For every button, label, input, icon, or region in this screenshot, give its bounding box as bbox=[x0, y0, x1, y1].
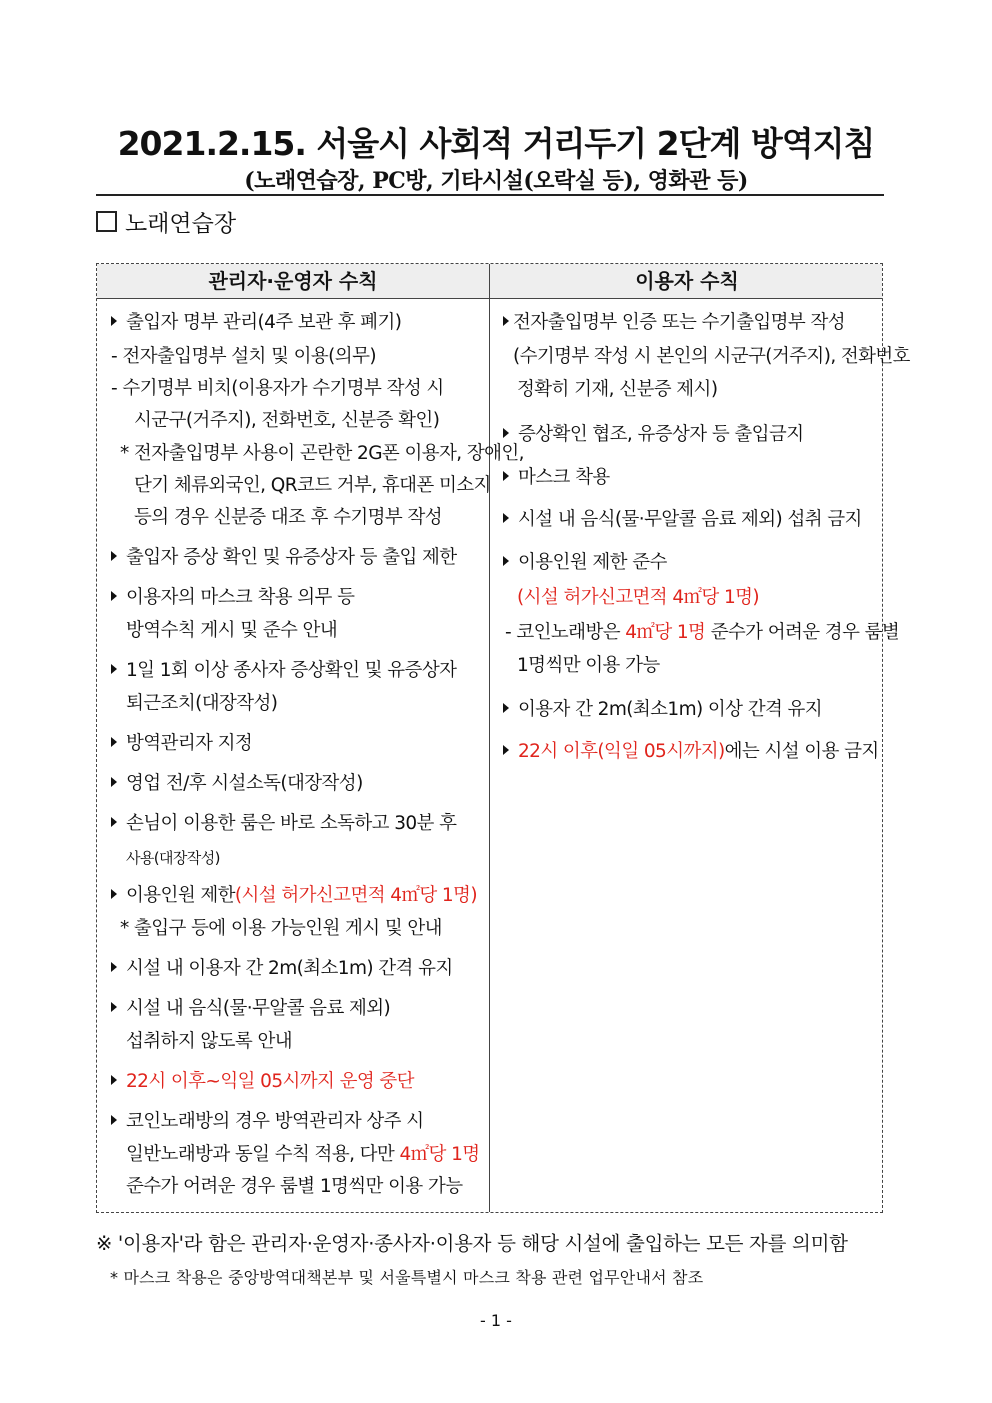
arrow-bullet-icon bbox=[111, 777, 117, 787]
arrow-bullet-icon bbox=[111, 817, 117, 827]
list-item: 시군구(거주지), 전화번호, 신분증 확인) bbox=[134, 410, 440, 431]
header-user-rules: 이용자 수칙 bbox=[635, 269, 739, 293]
arrow-bullet-icon bbox=[111, 591, 117, 601]
list-item: 이용자의 마스크 착용 의무 등 bbox=[111, 586, 354, 610]
section-heading bbox=[96, 205, 236, 238]
checkbox-icon bbox=[96, 211, 117, 232]
arrow-bullet-icon bbox=[503, 703, 509, 713]
list-item: 1명씩만 이용 가능 bbox=[517, 655, 660, 676]
list-item: 등의 경우 신분증 대조 후 수기명부 작성 bbox=[134, 507, 443, 528]
list-item: (수기명부 작성 시 본인의 시군구(거주지), 전화번호 bbox=[513, 346, 910, 367]
list-item: 손님이 이용한 룸은 바로 소독하고 30분 후 bbox=[111, 812, 456, 836]
arrow-bullet-icon bbox=[111, 1075, 117, 1085]
list-item: 코인노래방의 경우 방역관리자 상주 시 bbox=[111, 1110, 423, 1134]
header-manager-rules: 관리자·운영자 수칙 bbox=[208, 269, 378, 293]
mask-reference-note: * 마스크 착용은 중앙방역대책본부 및 서울특별시 마스크 착용 관련 업무안내서 참조 bbox=[110, 1268, 704, 1287]
list-item: 출입자 증상 확인 및 유증상자 등 출입 제한 bbox=[111, 546, 457, 570]
list-item: 일반노래방과 동일 수칙 적용, 다만 4㎡당 1명 bbox=[126, 1144, 480, 1165]
list-item: 이용인원 제한(시설 허가신고면적 4㎡당 1명) bbox=[111, 884, 477, 908]
list-item: 마스크 착용 bbox=[503, 466, 610, 490]
list-item: 이용자 간 2m(최소1m) 이상 간격 유지 bbox=[503, 698, 822, 722]
list-item: 이용인원 제한 준수 bbox=[503, 551, 667, 575]
arrow-bullet-icon bbox=[111, 962, 117, 972]
arrow-bullet-icon bbox=[503, 556, 509, 566]
list-item: 방역수칙 게시 및 준수 안내 bbox=[126, 620, 338, 641]
arrow-bullet-icon bbox=[111, 664, 117, 674]
list-item: 전자출입명부 인증 또는 수기출입명부 작성 bbox=[503, 311, 845, 335]
list-item: 영업 전/후 시설소독(대장작성) bbox=[111, 772, 363, 796]
page-number: - 1 - bbox=[480, 1311, 512, 1330]
list-item: 방역관리자 지정 bbox=[111, 732, 252, 756]
list-item: 증상확인 협조, 유증상자 등 출입금지 bbox=[503, 423, 803, 447]
list-item: 22시 이후~익일 05시까지 운영 중단 bbox=[111, 1070, 414, 1094]
arrow-bullet-icon bbox=[503, 316, 509, 326]
arrow-bullet-icon bbox=[111, 551, 117, 561]
list-item: - 전자출입명부 설치 및 이용(의무) bbox=[111, 346, 376, 367]
arrow-bullet-icon bbox=[111, 889, 117, 899]
list-item: 시설 내 이용자 간 2m(최소1m) 간격 유지 bbox=[111, 957, 453, 981]
list-item: 시설 내 음식(물·무알콜 음료 제외) bbox=[111, 997, 390, 1021]
list-item: * 전자출입명부 사용이 곤란한 2G폰 이용자, 장애인, bbox=[120, 443, 524, 464]
list-item: 준수가 어려운 경우 룸별 1명씩만 이용 가능 bbox=[126, 1176, 463, 1197]
arrow-bullet-icon bbox=[111, 1002, 117, 1012]
arrow-bullet-icon bbox=[503, 471, 509, 481]
document-subtitle: (노래연습장, PC방, 기타시설(오락실 등), 영화관 등) bbox=[244, 168, 748, 194]
list-item: (시설 허가신고면적 4㎡당 1명) bbox=[517, 587, 760, 608]
list-item: 22시 이후(익일 05시까지)에는 시설 이용 금지 bbox=[503, 740, 879, 764]
section-heading-label: 노래연습장 bbox=[125, 211, 237, 237]
document-title: 2021.2.15. 서울시 사회적 거리두기 2단계 방역지침 bbox=[117, 124, 875, 163]
guidelines-table bbox=[96, 263, 910, 1213]
arrow-bullet-icon bbox=[111, 737, 117, 747]
list-item: 시설 내 음식(물·무알콜 음료 제외) 섭취 금지 bbox=[503, 508, 862, 532]
column-divider bbox=[489, 264, 490, 1212]
list-item: 출입자 명부 관리(4주 보관 후 폐기) bbox=[111, 311, 401, 335]
arrow-bullet-icon bbox=[503, 428, 509, 438]
list-item: - 수기명부 비치(이용자가 수기명부 작성 시 bbox=[111, 378, 444, 399]
arrow-bullet-icon bbox=[111, 1115, 117, 1125]
list-item: 사용(대장작성) bbox=[126, 849, 220, 867]
arrow-bullet-icon bbox=[503, 513, 509, 523]
arrow-bullet-icon bbox=[503, 745, 509, 755]
list-item: - 코인노래방은 4㎡당 1명 준수가 어려운 경우 룸별 bbox=[505, 622, 900, 643]
list-item: 단기 체류외국인, QR코드 거부, 휴대폰 미소지 bbox=[134, 475, 491, 496]
list-item: 1일 1회 이상 종사자 증상확인 및 유증상자 bbox=[111, 659, 456, 683]
definition-note: ※ '이용자'라 함은 관리자·운영자·종사자·이용자 등 해당 시설에 출입하는 모든 자를 의미함 bbox=[96, 1232, 848, 1255]
title-divider bbox=[96, 194, 884, 196]
list-item: * 출입구 등에 이용 가능인원 게시 및 안내 bbox=[120, 918, 442, 939]
arrow-bullet-icon bbox=[111, 316, 117, 326]
list-item: 섭취하지 않도록 안내 bbox=[126, 1031, 293, 1052]
list-item: 퇴근조치(대장작성) bbox=[126, 693, 278, 714]
list-item: 정확히 기재, 신분증 제시) bbox=[517, 379, 718, 400]
